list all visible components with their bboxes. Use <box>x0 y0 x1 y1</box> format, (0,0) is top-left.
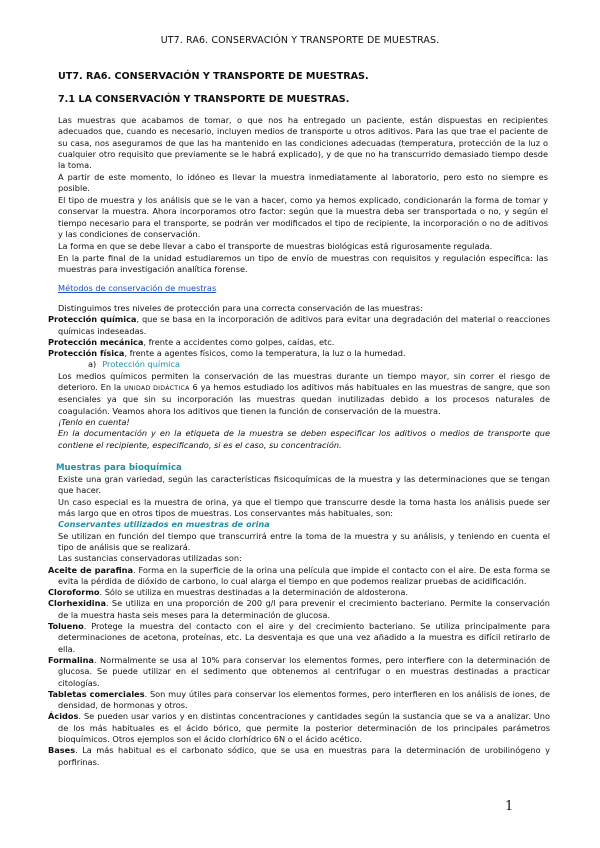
substance-item <box>48 745 550 768</box>
note-title: ¡Tenlo en cuenta! <box>58 416 130 427</box>
methods-link[interactable]: Métodos de conservación de muestras <box>58 283 217 293</box>
urine-paragraph: Las sustancias conservadoras utilizadas son: <box>58 553 242 564</box>
substance-text: . Sólo se utiliza en muestras destinadas a la determinación de aldosterona. <box>99 587 408 598</box>
substance-term: Bases <box>48 745 76 756</box>
chem-text: Los medios químicos permiten la conservación de las muestras durante un tiempo mayor, sin correr el riesgo de deterioro. En la <box>58 370 550 393</box>
substance-item <box>48 565 550 588</box>
substance-text: . Son muy útiles para conservar los elementos formes, pero interfieren en los análisis de iones, de densidad, de hormonas y otros. <box>58 688 550 711</box>
level-text: , frente a accidentes como golpes, caídas, etc. <box>143 336 335 347</box>
intro-paragraph: Las muestras que acabamos de tomar, o que nos ha entregado un paciente, están dispuestas en recipientes adecuados que, cuando es necesario, incluyen medios de transporte u otros aditivos. Para las que trae el paciente de su casa, nos aseguramos de que las ha mantenido en las condiciones adecuadas (temperatura, protección de la luz o cualquier otro requisito que previamente se le habrá explicado), y de que no ha transcurrido demasiado tiempo desde la toma. <box>58 115 548 171</box>
substance-item <box>48 655 550 689</box>
level-item <box>48 337 550 348</box>
intro-paragraph: El tipo de muestra y los análisis que se le van a hacer, como ya hemos explicado, condicionarán la forma de tomar y conservar la muestra. Ahora incorporamos otro factor: según que la muestra deba ser transportada o no, y según el tiempo necesario para el transporte, se podrán ver modificados el tipo de recipiente, la incorporación o no de aditivos y las condiciones de conservación. <box>58 195 548 239</box>
level-text: , frente a agentes físicos, como la temperatura, la luz o la humedad. <box>124 348 406 359</box>
body-content <box>48 303 550 768</box>
substance-term: Ácidos <box>48 711 79 722</box>
intro-paragraph: En la parte final de la unidad estudiaremos un tipo de envío de muestras con requisitos y regulación específica: las muestras para investigación analítica forense. <box>58 252 548 274</box>
intro-paragraphs <box>58 115 548 276</box>
chemical-paragraph <box>48 371 550 417</box>
page-header: UT7. RA6. CONSERVACIÓN Y TRANSPORTE DE MUESTRAS. <box>160 35 440 46</box>
substance-text: . Se pueden usar varios y en distintas concentraciones y cantidades según la sustancia que se va a analizar. Uno de los más habituales es el ácido bórico, que permite la posterior determinación de los principales parámetros bioquímicos. Otros ejemplos son el ácido clorhídrico 6N o el ácido acético. <box>58 711 550 744</box>
substance-item <box>48 587 550 598</box>
substance-text: . Protege la muestra del contacto con el aire y del crecimiento bacteriano. Se utiliza principalmente para determinaciones de acetona, proteínas, etc. La desventaja es que una vez añadido a la muestra es difícil retirarlo de ella. <box>58 621 550 654</box>
urine-paragraph: Se utilizan en función del tiempo que transcurrirá entre la toma de la muestra y su análisis, y teniendo en cuenta el tipo de análisis que se realizará. <box>58 530 550 552</box>
level-item <box>48 314 550 337</box>
document-title: UT7. RA6. CONSERVACIÓN Y TRANSPORTE DE MUESTRAS. <box>58 71 369 82</box>
level-item <box>48 348 550 359</box>
substance-term: Aceite de parafina <box>48 564 133 575</box>
chem-text: 6 ya hemos estudiado los aditivos más habituales en las muestras de sangre, que son esenciales ya que sin su incorporación las muestras quedan inutilizadas debido a los procesos naturales de coagulación. Veamos ahora los aditivos que tienen la función de conservación de la muestra. <box>58 382 551 416</box>
substance-term: Tolueno <box>48 621 84 632</box>
unit-reference: UNIDAD DIDÁCTICA <box>124 385 190 393</box>
intro-paragraph: La forma en que se debe llevar a cabo el transporte de muestras biológicas está rigurosamente regulada. <box>58 240 493 251</box>
section-title: 7.1 LA CONSERVACIÓN Y TRANSPORTE DE MUESTRAS. <box>58 94 350 105</box>
page-number: 1 <box>505 799 514 814</box>
substance-item <box>48 689 550 712</box>
substance-text: . La más habitual es el carbonato sódico, que se usa en muestras para la determinación de urobilinógeno y porfirinas. <box>58 745 550 767</box>
biochemistry-heading: Muestras para bioquímica <box>56 462 182 473</box>
substance-text: . Normalmente se usa al 10% para conservar los elementos formes, pero interfiere con la determinación de glucosa. Se puede utilizar en el sedimento que obtenemos al centrifugar o en muestras destinadas a practicar citologías. <box>58 654 550 688</box>
note-text: En la documentación y en la etiqueta de la muestra se deben especificar los aditivos o medios de transporte que contiene el recipiente, especificando, si es el caso, su concentración. <box>58 428 550 450</box>
level-term: Protección física <box>48 348 125 359</box>
substance-term: Formalina <box>48 654 94 665</box>
substance-text: . Se utiliza en una proporción de 200 g/l para prevenir el crecimiento bacteriano. Permite la conservación de la muestra hasta seis meses para la determinación de glucosa. <box>58 598 550 620</box>
intro-paragraph: A partir de este momento, lo idóneo es llevar la muestra inmediatamente al laboratorio, pero esto no siempre es posible. <box>58 171 548 194</box>
biochemistry-paragraph: Un caso especial es la muestra de orina, ya que el tiempo que transcurre desde la toma hasta los análisis puede ser más largo que en otros tipos de muestras. Los conservantes más habituales, son: <box>58 496 550 519</box>
levels-intro: Distinguimos tres niveles de protección para una correcta conservación de las muestras: <box>58 303 423 313</box>
substance-item <box>48 621 550 655</box>
substance-term: Cloroformo <box>48 587 100 598</box>
substance-term: Clorhexidina <box>48 598 106 609</box>
urine-heading: Conservantes utilizados en muestras de orina <box>58 519 270 530</box>
subsection-a-heading <box>48 359 550 370</box>
subsection-title: Protección química <box>102 359 180 370</box>
biochemistry-paragraph: Existe una gran variedad, según las características fisicoquímicas de la muestra y las determinaciones que se tengan que hacer. <box>58 474 550 496</box>
level-text: , que se basa en la incorporación de aditivos para evitar una degradación del material o reacciones químicas indeseadas. <box>58 314 550 336</box>
level-term: Protección química <box>48 314 137 325</box>
substance-item <box>48 598 550 621</box>
substance-term: Tabletas comerciales <box>48 688 145 699</box>
subsection-label: a) <box>88 359 97 370</box>
substance-item <box>48 711 550 745</box>
substance-text: . Forma en la superficie de la orina una película que impide el contacto con el aire. De esta forma se evita la pérdida de dióxido de carbono, lo cual alarga el tiempo en que podemos realizar pruebas de acidificación. <box>58 564 550 586</box>
level-term: Protección mecánica <box>48 336 144 347</box>
